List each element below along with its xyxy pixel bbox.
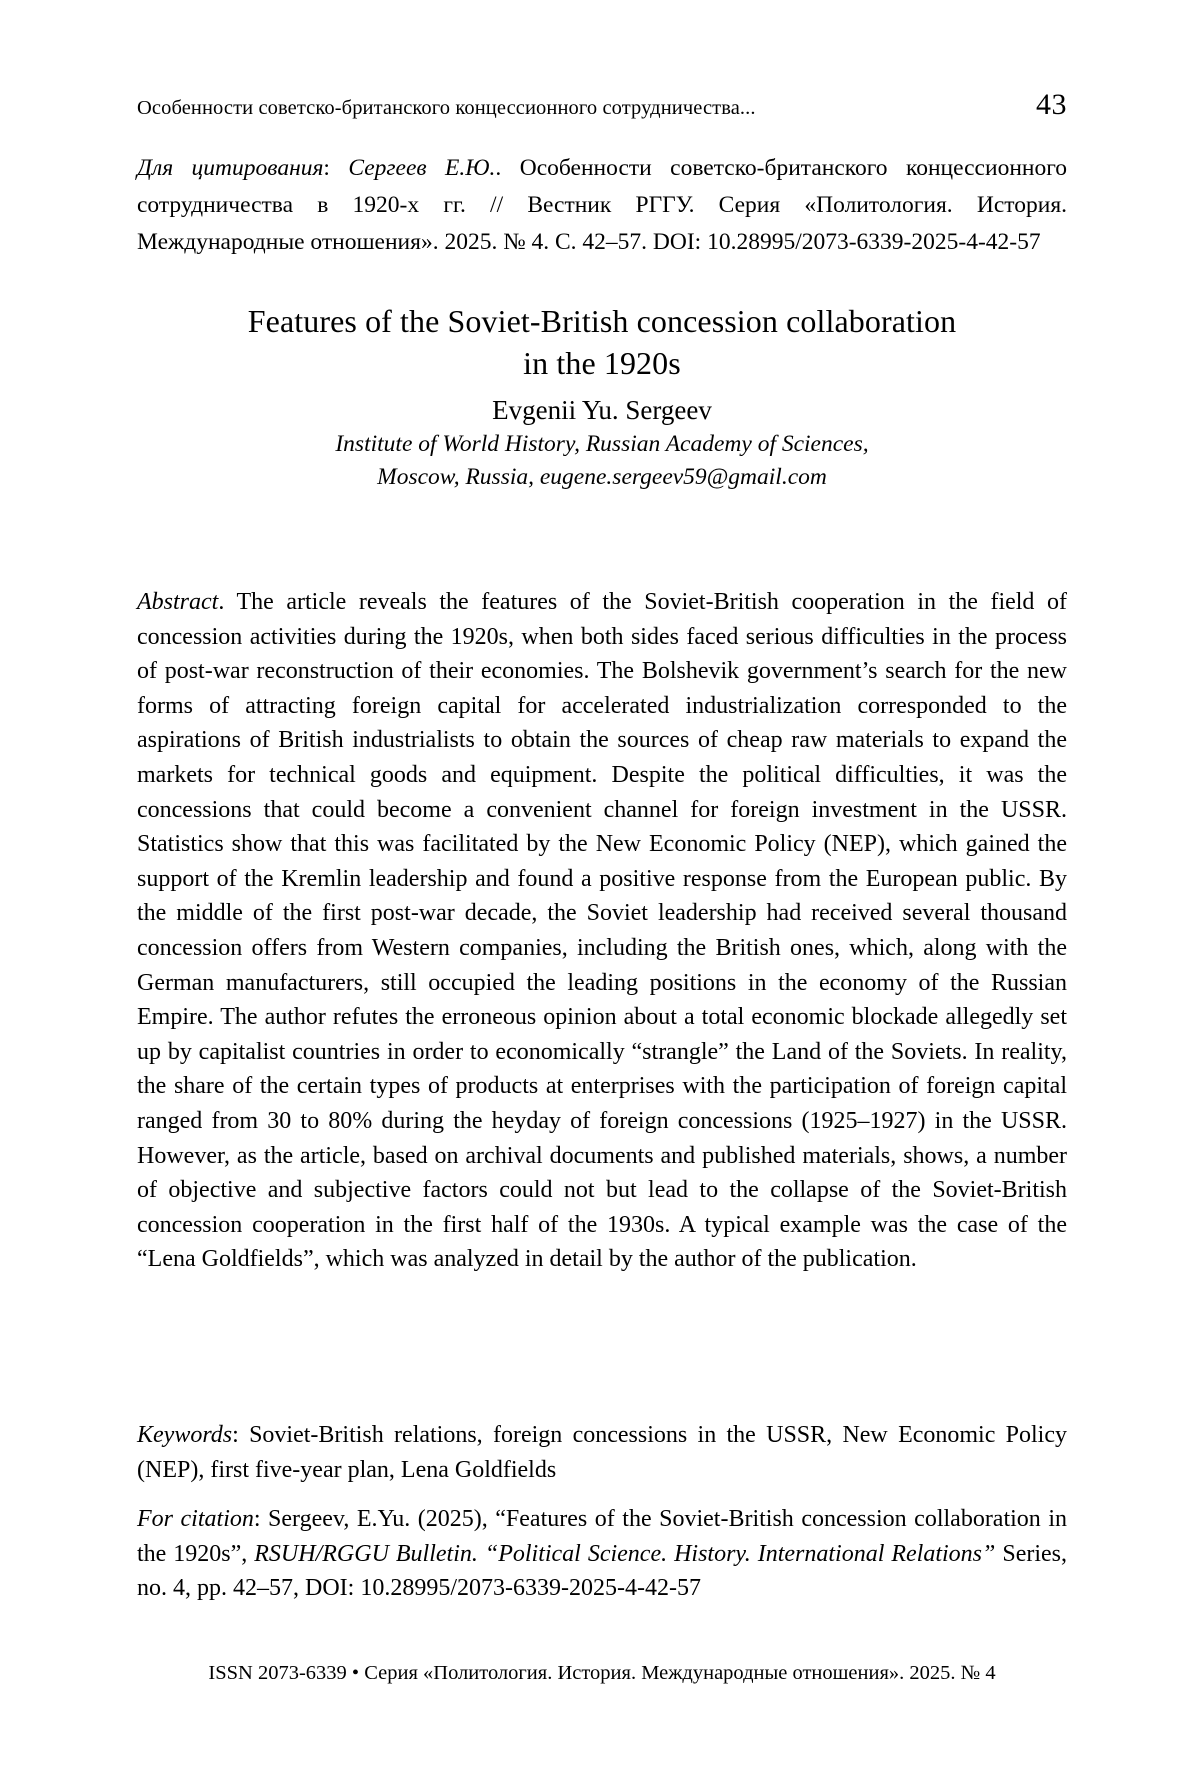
citation-russian-author: Сергеев Е.Ю.	[348, 155, 496, 181]
author-affiliation	[137, 428, 1067, 494]
citation-english-journal: RSUH/RGGU Bulletin. “Political Science. History. International Relations”	[254, 1540, 996, 1567]
running-head	[137, 88, 1067, 122]
abstract	[137, 585, 1067, 1277]
article-title	[137, 300, 1067, 384]
keywords	[137, 1418, 1067, 1487]
article-title-line-2: in the 1920s	[523, 345, 681, 381]
citation-russian-colon: :	[323, 155, 349, 181]
abstract-text: . The article reveals the features of the Soviet-British cooperation in the field of concession activities during the 1920s, when both sides faced serious difficulties in the process of post-war reconstruction of their economies. The Bolshevik government’s search for the new forms of attracting foreign capital for accelerated industrialization corresponded to the aspirations of British industrialists to obtain the sources of cheap raw materials to expand the markets for technical goods and equipment. Despite the political difficulties, it was the concessions that could become a convenient channel for foreign investment in the USSR. Statistics show that this was facilitated by the New Economic Policy (NEP), which gained the support of the Kremlin leadership and found a positive response from the European public. By the middle of the first post-war decade, the Soviet leadership had received several thousand concession offers from Western companies, including the British ones, which, along with the German manufacturers, still occupied the leading positions in the economy of the Russian Empire. The author refutes the erroneous opinion about a total economic blockade allegedly set up by capitalist countries in order to economically “strangle” the Land of the Soviets. In reality, the share of the certain types of products at enterprises with the participation of foreign capital ranged from 30 to 80% during the heyday of foreign concessions (1925–1927) in the USSR. However, as the article, based on archival documents and published materials, shows, a number of objective and subjective factors could not but lead to the collapse of the Soviet-British concession cooperation in the first half of the 1930s. A typical example was the case of the “Lena Goldfields”, which was analyzed in detail by the author of the publication.	[137, 589, 1067, 1273]
footer: ISSN 2073-6339 • Серия «Политология. История. Международные отношения». 2025. № 4	[208, 1662, 996, 1684]
affiliation-line-1: Institute of World History, Russian Academy of Sciences,	[335, 431, 869, 457]
page-number: 43	[1036, 88, 1067, 121]
running-head-title: Особенности советско-британского концессионного сотрудничества...	[137, 97, 756, 119]
keywords-text: : Soviet-British relations, foreign concessions in the USSR, New Economic Policy (NEP), first five-year plan, Lena Goldfields	[137, 1422, 1067, 1483]
citation-english-label: For citation	[137, 1506, 254, 1532]
citation-english	[137, 1502, 1067, 1606]
affiliation-line-2: Moscow, Russia, eugene.sergeev59@gmail.com	[377, 464, 827, 490]
citation-russian	[137, 150, 1067, 261]
citation-english-part2: Series, no. 4, pp. 42–57, DOI: 10.28995/2073-6339-2025-4-42-57	[137, 1540, 1068, 1602]
citation-english-part1: : Sergeev, E.Yu. (2025), “Features of the Soviet-British concession collaboration in the 1920s”,	[137, 1506, 1067, 1567]
article-title-line-1: Features of the Soviet-British concession collaboration	[247, 303, 957, 339]
article-author: Evgenii Yu. Sergeev	[492, 395, 712, 425]
citation-russian-text: . Особенности советско-британского концессионного сотрудничества в 1920-х гг. // Вестник РГГУ. Серия «Политология. История. Международные отношения». 2025. № 4. С. 42–57. DOI: 10.28995/2073-6339-2025-4-42-57	[137, 155, 1068, 255]
keywords-label: Keywords	[137, 1422, 233, 1448]
citation-russian-label: Для цитирования	[137, 155, 324, 181]
abstract-label: Abstract	[137, 589, 219, 615]
